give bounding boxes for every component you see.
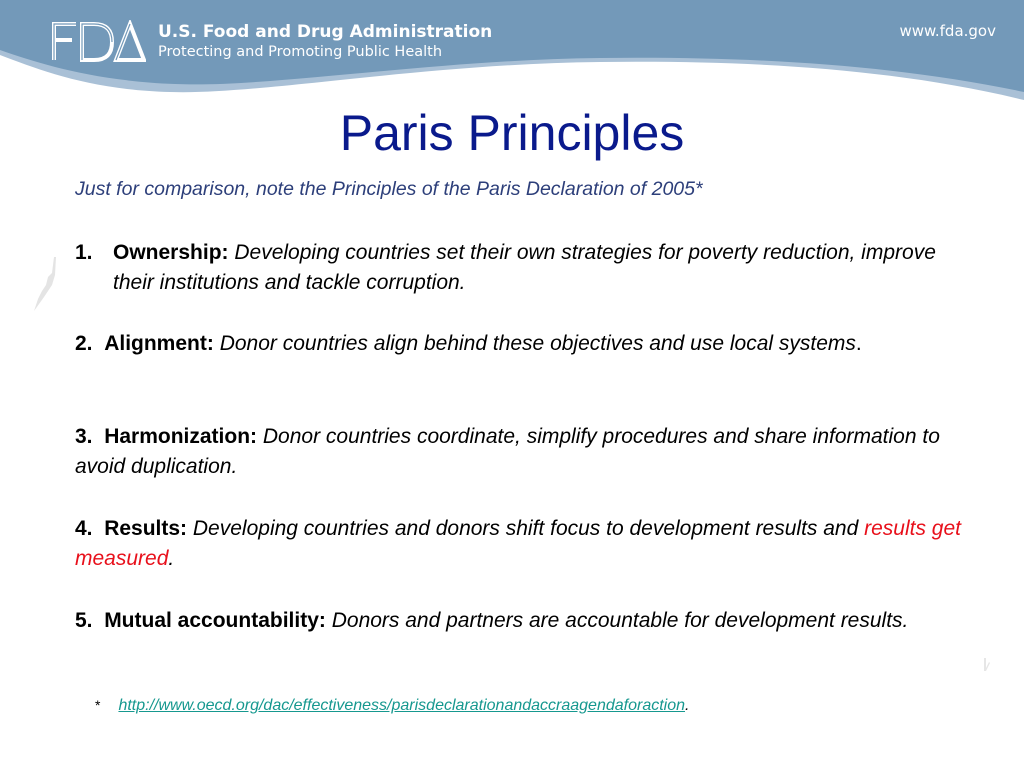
principle-number: 2. [75,332,93,355]
principle-term: Ownership: [113,241,229,264]
principle-text: Developing countries set their own strategies for poverty reduction, improve their institutions and tackle corruption. [113,241,936,294]
principle-item [75,606,975,636]
principle-item [75,422,975,482]
principle-item [75,329,975,359]
footnote [95,697,689,715]
principle-number: 1. [75,241,93,264]
principle-end: . [855,332,862,355]
decorative-mark-icon [982,656,992,672]
principle-term: Results: [104,517,188,540]
principle-end: . [168,547,175,570]
principle-text: Donor countries coordinate, simplify procedures and share information to avoid duplication. [75,425,940,478]
org-tagline: Protecting and Promoting Public Health [158,44,443,60]
slide-subtitle: Just for comparison, note the Principles of the Paris Declaration of 2005* [75,178,703,200]
principle-term: Alignment: [104,332,214,355]
site-url: www.fda.gov [899,22,996,40]
footnote-end: . [685,697,690,714]
principle-item [75,514,975,574]
org-name: U.S. Food and Drug Administration [158,22,493,42]
principle-text: Donors and partners are accountable for development results. [331,609,909,632]
highlight-text: results get measured [75,517,962,570]
principle-item [75,238,975,298]
slide-title: Paris Principles [339,105,685,161]
fda-logo-icon [50,20,146,62]
principle-text: Donor countries align behind these objectives and use local systems [219,332,856,355]
principle-text: Developing countries and donors shift focus to development results and [192,517,865,540]
principle-number: 3. [75,425,93,448]
oecd-link[interactable]: http://www.oecd.org/dac/effectiveness/parisdeclarationandaccraagendaforaction [118,697,686,714]
principle-term: Harmonization: [104,425,258,448]
principle-number: 5. [75,609,93,632]
principle-number: 4. [75,517,93,540]
decorative-figure-icon [32,255,66,313]
principle-term: Mutual accountability: [104,609,326,632]
header-banner [0,0,1024,120]
footnote-marker: * [95,697,101,713]
